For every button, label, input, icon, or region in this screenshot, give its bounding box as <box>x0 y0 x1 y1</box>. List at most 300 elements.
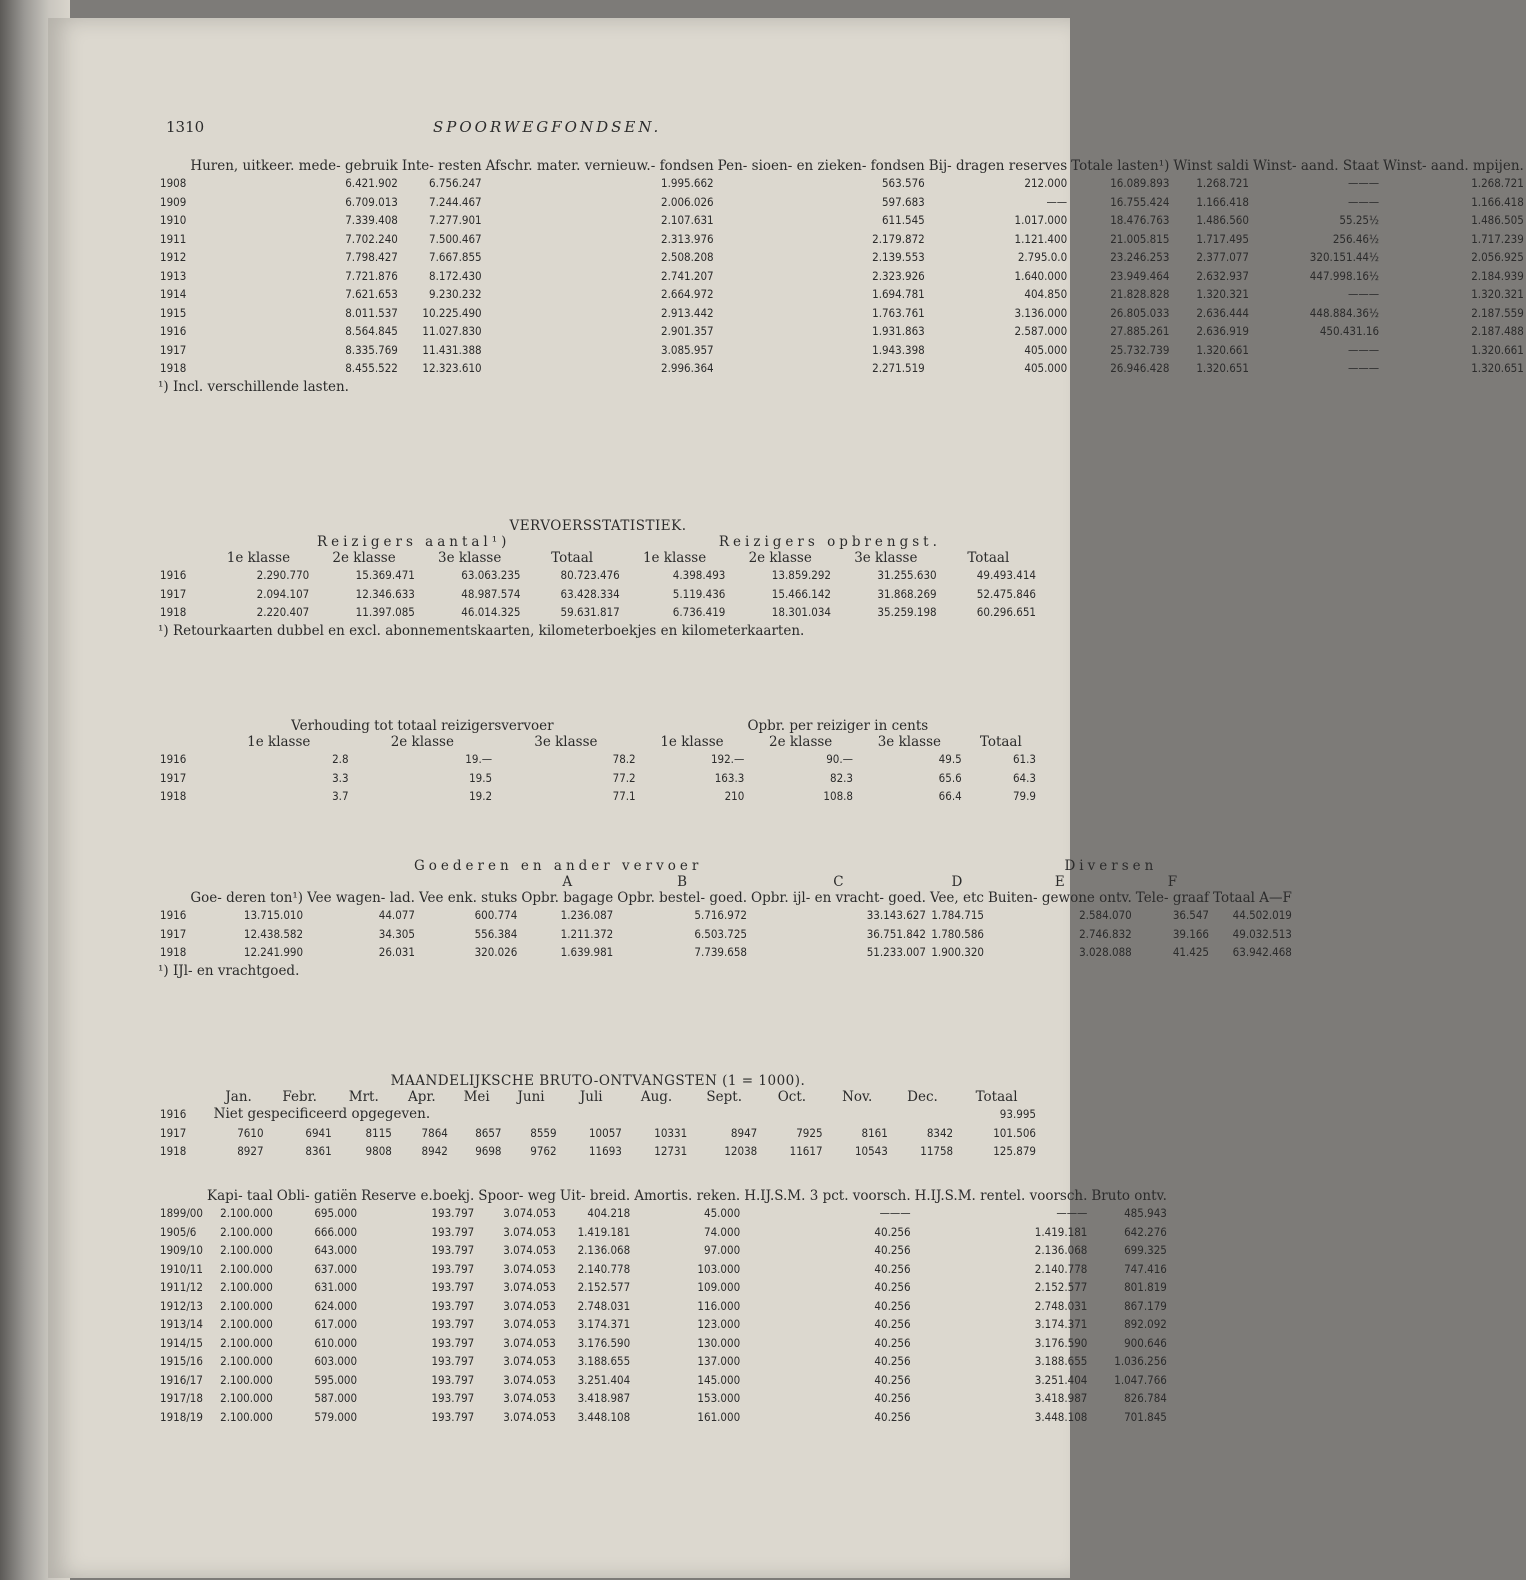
table-row <box>158 603 1038 622</box>
value-cell: 8.172.430 <box>429 268 482 283</box>
value-cell: 33.143.627 <box>866 908 926 922</box>
value-cell: 6.421.902 <box>345 176 398 190</box>
column-header: Vee, etc <box>929 890 984 906</box>
value-cell: 21.828.828 <box>1110 287 1170 301</box>
column-header: Spoor- weg <box>478 1188 556 1204</box>
value-cell: 2.136.068 <box>1034 1243 1088 1257</box>
value-cell: 8657 <box>475 1125 502 1140</box>
value-cell: 450.431.16 <box>1319 324 1380 338</box>
value-cell: 405.000 <box>1024 361 1068 375</box>
table-row <box>158 1352 1169 1371</box>
value-cell: 1.268.721 <box>1196 176 1249 190</box>
value-cell: 2.100.000 <box>220 1335 273 1350</box>
value-cell: 31.255.630 <box>877 568 937 582</box>
value-cell: 12731 <box>654 1144 688 1158</box>
value-cell: 3.174.371 <box>1034 1317 1088 1331</box>
value-cell: 2.100.000 <box>220 1224 273 1239</box>
value-cell: 6.709.013 <box>345 194 398 209</box>
value-cell: 16.089.893 <box>1110 176 1170 190</box>
value-cell: 125.879 <box>993 1144 1036 1158</box>
table-row <box>158 1204 1169 1223</box>
value-cell: 642.276 <box>1124 1224 1167 1239</box>
column-header: Juni <box>517 1089 545 1105</box>
value-cell: 595.000 <box>314 1372 358 1387</box>
column-header: 3e klasse <box>877 734 941 750</box>
value-cell: 3.074.053 <box>503 1280 556 1294</box>
value-cell: 3.251.404 <box>1034 1372 1088 1387</box>
column-header: Winst- aand. mpijen. <box>1383 158 1524 174</box>
value-cell: 2.996.364 <box>661 361 714 375</box>
value-cell: 31.868.269 <box>877 586 937 601</box>
table-row <box>158 943 1294 962</box>
value-cell: 1.780.586 <box>931 926 984 941</box>
column-header: Mei <box>463 1089 490 1105</box>
value-cell: 3.251.404 <box>577 1372 631 1387</box>
value-cell: 563.576 <box>881 176 925 190</box>
running-title: SPOORWEGFONDSEN. <box>433 118 662 136</box>
value-cell: 603.000 <box>314 1354 358 1368</box>
table-row <box>158 267 1526 286</box>
value-cell: 3.028.088 <box>1079 945 1132 959</box>
value-cell: 6941 <box>305 1125 332 1140</box>
year-cell: 1918 <box>160 1144 187 1158</box>
year-cell: 1916 <box>160 752 187 766</box>
value-cell: 51.233.007 <box>866 945 926 959</box>
value-cell: 55.25½ <box>1339 213 1380 227</box>
value-cell: 2.100.000 <box>220 1243 273 1257</box>
table-row <box>158 359 1526 378</box>
column-header <box>158 890 188 906</box>
year-cell: 1911 <box>160 231 187 246</box>
vervoer-group-opbrengst: Reizigers opbrengst. <box>718 534 941 550</box>
vervoer-section <box>158 518 1038 640</box>
value-cell: 2.636.444 <box>1196 305 1249 320</box>
column-header: Jan. <box>225 1089 252 1105</box>
value-cell: 892.092 <box>1124 1317 1167 1331</box>
year-cell: 1912 <box>160 250 187 264</box>
value-cell: 7.702.240 <box>345 231 398 246</box>
value-cell: 2.179.872 <box>872 231 925 246</box>
value-cell: 40.256 <box>874 1261 911 1276</box>
value-cell: 39.166 <box>1172 926 1210 941</box>
value-cell: 59.631.817 <box>560 605 620 619</box>
verhouding-group-a: Verhouding tot totaal reizigersvervoer <box>291 718 554 734</box>
value-cell: 52.475.846 <box>976 586 1036 601</box>
column-header: Obli- gatiën <box>276 1188 358 1204</box>
year-cell: 1905/6 <box>160 1224 197 1239</box>
column-header <box>158 550 206 566</box>
value-cell: 40.256 <box>874 1243 911 1257</box>
value-cell: 801.819 <box>1124 1280 1167 1294</box>
value-cell: 699.325 <box>1124 1243 1167 1257</box>
fondsen-footnote: ¹) Incl. verschillende lasten. <box>158 378 349 395</box>
value-cell: 1.900.320 <box>931 945 984 959</box>
value-cell: 3.074.053 <box>503 1335 556 1350</box>
column-header: Totaal <box>967 550 1010 566</box>
table-row <box>158 322 1526 341</box>
value-cell: 77.1 <box>612 789 636 803</box>
value-cell: 7.721.876 <box>345 268 398 283</box>
value-cell: 2.100.000 <box>220 1372 273 1387</box>
value-cell: 7864 <box>421 1125 448 1140</box>
value-cell: 7.798.427 <box>345 250 398 264</box>
year-cell: 1918 <box>160 605 187 619</box>
spacer-cell <box>305 874 417 890</box>
value-cell: 97.000 <box>703 1243 741 1257</box>
value-cell: 3.448.108 <box>1034 1409 1088 1424</box>
value-cell: 35.259.198 <box>877 605 937 619</box>
value-cell: 193.797 <box>431 1243 475 1257</box>
table-row <box>158 1371 1169 1390</box>
goederen-group-a: Goederen en ander vervoer <box>413 858 703 874</box>
value-cell: 21.005.815 <box>1110 231 1170 246</box>
value-cell: 1.784.715 <box>931 908 984 922</box>
year-cell: 1916 <box>160 324 187 338</box>
value-cell: 7.500.467 <box>429 231 482 246</box>
column-header: Opbr. bagage <box>521 890 614 906</box>
year-cell: 1917 <box>160 586 187 601</box>
value-cell: 1.320.661 <box>1196 342 1249 357</box>
column-header: Juli <box>579 1089 603 1105</box>
value-cell: 212.000 <box>1024 176 1068 190</box>
spacer-cell <box>188 874 305 890</box>
value-cell: 27.885.261 <box>1110 324 1170 338</box>
value-cell: 2.748.031 <box>577 1298 631 1313</box>
vervoer-footnote: ¹) Retourkaarten dubbel en excl. abonnementskaarten, kilometerboekjes en kilometerkaarten. <box>158 622 805 639</box>
value-cell: 193.797 <box>431 1354 475 1368</box>
value-cell: 900.646 <box>1124 1335 1167 1350</box>
column-header: Bij- dragen reserves <box>928 158 1068 174</box>
table-row <box>158 1334 1169 1353</box>
year-cell: 1916 <box>160 1107 187 1121</box>
column-header: 3e klasse <box>534 734 598 750</box>
value-cell: 2.587.000 <box>1014 324 1068 338</box>
value-cell: 2.187.488 <box>1471 324 1524 338</box>
table-row <box>158 341 1526 360</box>
value-cell: 2.140.778 <box>577 1261 631 1276</box>
vervoer-title: VERVOERSSTATISTIEK. <box>509 518 687 534</box>
value-cell: 193.797 <box>431 1280 475 1294</box>
column-header: Totaal A—F <box>1213 890 1292 906</box>
book-page <box>48 18 1524 1578</box>
value-cell: 80.723.476 <box>560 568 620 582</box>
column-header: Vee wagen- lad. <box>307 890 415 906</box>
year-cell: 1916 <box>160 568 187 582</box>
verhouding-group-b: Opbr. per reiziger in cents <box>747 718 929 734</box>
fondsen-table <box>158 158 1526 378</box>
column-header: Totaal <box>551 550 594 566</box>
value-cell: 7.339.408 <box>345 213 398 227</box>
value-cell: 25.732.739 <box>1110 342 1170 357</box>
value-cell: 74.000 <box>703 1224 741 1239</box>
value-cell: 2.152.577 <box>577 1280 631 1294</box>
value-cell: 3.074.053 <box>503 1243 556 1257</box>
year-cell: 1917 <box>160 770 187 785</box>
value-cell: 320.151.44½ <box>1309 250 1380 264</box>
value-cell: 624.000 <box>314 1298 358 1313</box>
table-row <box>158 1315 1169 1334</box>
value-cell: 1.166.418 <box>1196 194 1249 209</box>
value-cell: 600.774 <box>474 908 518 922</box>
column-header: Reserve e.boekj. <box>361 1188 475 1204</box>
value-cell: 12.438.582 <box>243 926 304 941</box>
verhouding-table <box>158 718 1038 806</box>
value-cell: 23.949.464 <box>1110 268 1170 283</box>
value-cell: 49.493.414 <box>976 568 1036 582</box>
column-header: Winst- aand. Staat <box>1252 158 1380 174</box>
column-header: Amortis. reken. <box>634 1188 741 1204</box>
goederen-footnote: ¹) IJl- en vrachtgoed. <box>158 962 300 979</box>
value-cell: 8161 <box>861 1125 888 1140</box>
column-header: Totaal <box>979 734 1022 750</box>
kapitaal-table <box>158 1188 1169 1426</box>
value-cell: 1.211.372 <box>560 926 614 941</box>
table-row <box>158 174 1526 193</box>
column-header <box>158 1188 205 1204</box>
value-cell: 36.547 <box>1172 908 1210 922</box>
year-cell: 1913 <box>160 268 187 283</box>
value-cell: 63.063.235 <box>461 568 521 582</box>
kapitaal-section <box>158 1188 1167 1426</box>
value-cell: 12038 <box>724 1144 758 1158</box>
value-cell: 6.736.419 <box>672 605 726 619</box>
value-cell: 1.419.181 <box>1034 1224 1088 1239</box>
column-header: 1e klasse <box>660 734 724 750</box>
table-row <box>158 211 1526 230</box>
value-cell: 210 <box>724 789 745 803</box>
value-cell: 1.717.239 <box>1471 231 1524 246</box>
spacer-cell <box>417 874 519 890</box>
value-cell: 3.3 <box>332 770 349 785</box>
value-cell: 44.502.019 <box>1232 908 1292 922</box>
value-cell: 1.017.000 <box>1014 213 1068 227</box>
value-cell: 2.187.559 <box>1471 305 1524 320</box>
value-cell: 4.398.493 <box>672 568 726 582</box>
year-cell: 1917 <box>160 926 187 941</box>
value-cell: 617.000 <box>314 1317 358 1331</box>
value-cell: 66.4 <box>938 789 962 803</box>
value-cell: 1.694.781 <box>872 287 925 301</box>
year-cell: 1909 <box>160 194 187 209</box>
value-cell: 1.166.418 <box>1471 194 1524 209</box>
table-row <box>158 285 1526 304</box>
value-cell: ——— <box>1348 361 1380 375</box>
value-cell: 130.000 <box>697 1335 741 1350</box>
value-cell: 3.074.053 <box>503 1317 556 1331</box>
value-cell: 163.3 <box>714 770 745 785</box>
column-header: Dec. <box>907 1089 938 1105</box>
value-cell: 48.987.574 <box>461 586 521 601</box>
column-header: Mrt. <box>348 1089 379 1105</box>
fondsen-section <box>158 158 1524 396</box>
total-cell: 93.995 <box>999 1107 1036 1121</box>
value-cell: 1.320.661 <box>1471 342 1524 357</box>
value-cell: 3.176.590 <box>577 1335 631 1350</box>
value-cell: 3.7 <box>332 789 349 803</box>
value-cell: 1.639.981 <box>560 945 614 959</box>
value-cell: 11758 <box>920 1144 954 1158</box>
value-cell: 2.584.070 <box>1079 908 1132 922</box>
maand-section <box>158 1073 1038 1161</box>
value-cell: 10331 <box>654 1125 688 1140</box>
year-cell: 1914 <box>160 287 187 301</box>
value-cell: 78.2 <box>612 752 636 766</box>
value-cell: 2.741.207 <box>661 268 714 283</box>
column-header: Nov. <box>842 1089 873 1105</box>
value-cell: 405.000 <box>1024 342 1068 357</box>
table-row <box>158 304 1526 323</box>
value-cell: 64.3 <box>1012 770 1036 785</box>
value-cell: 3.176.590 <box>1034 1335 1088 1350</box>
value-cell: 2.508.208 <box>661 250 714 264</box>
value-cell: 447.998.16½ <box>1309 268 1380 283</box>
value-cell: 2.136.068 <box>577 1243 631 1257</box>
value-cell: 867.179 <box>1124 1298 1167 1313</box>
goederen-group-b: Diversen <box>1064 858 1158 874</box>
value-cell: 1.943.398 <box>872 342 925 357</box>
column-header: 1e klasse <box>226 550 291 566</box>
value-cell: 13.859.292 <box>771 568 832 582</box>
column-header: 2e klasse <box>748 550 812 566</box>
value-cell: 26.946.428 <box>1110 361 1170 375</box>
year-cell: 1917/18 <box>160 1391 203 1405</box>
value-cell: 320.026 <box>474 945 518 959</box>
value-cell: 2.8 <box>332 752 349 766</box>
value-cell: 2.220.407 <box>256 605 310 619</box>
value-cell: 45.000 <box>703 1206 741 1220</box>
value-cell: 11.027.830 <box>422 324 482 338</box>
column-header: Vee enk. stuks <box>418 890 518 906</box>
year-cell: 1918 <box>160 789 187 803</box>
value-cell: 2.006.026 <box>661 194 714 209</box>
value-cell: 404.218 <box>587 1206 631 1220</box>
value-cell: 18.301.034 <box>771 605 832 619</box>
table-row <box>158 585 1038 604</box>
value-cell: 26.031 <box>378 945 415 959</box>
value-cell: 3.074.053 <box>503 1354 556 1368</box>
year-cell: 1915/16 <box>160 1354 203 1368</box>
column-header <box>158 734 207 750</box>
value-cell: 12.241.990 <box>243 945 304 959</box>
year-cell: 1910/11 <box>160 1261 203 1276</box>
column-header: Opbr. bestel- goed. <box>617 890 748 906</box>
value-cell: 40.256 <box>874 1298 911 1313</box>
value-cell: 10.225.490 <box>422 305 482 320</box>
value-cell: 193.797 <box>431 1261 475 1276</box>
column-header: Tele- graaf <box>1135 890 1210 906</box>
value-cell: 82.3 <box>829 770 854 785</box>
value-cell: 41.425 <box>1172 945 1210 959</box>
value-cell: 2.748.031 <box>1034 1298 1088 1313</box>
column-header: 3e klasse <box>854 550 918 566</box>
value-cell: 15.369.471 <box>355 568 415 582</box>
year-cell: 1916/17 <box>160 1372 203 1387</box>
value-cell: 23.246.253 <box>1110 250 1170 264</box>
year-cell: 1915 <box>160 305 187 320</box>
value-cell: 2.901.357 <box>661 324 714 338</box>
value-cell: 7.244.467 <box>429 194 482 209</box>
column-header: H.IJ.S.M. rentel. voorsch. <box>914 1188 1088 1204</box>
value-cell: 1.419.181 <box>577 1224 631 1239</box>
value-cell: 193.797 <box>431 1372 475 1387</box>
column-header: 3e klasse <box>438 550 502 566</box>
column-header: Pen- sioen- en zieken- fondsen <box>717 158 925 174</box>
value-cell: 108.8 <box>823 789 854 803</box>
value-cell: 19.2 <box>469 789 493 803</box>
value-cell: 40.256 <box>874 1224 911 1239</box>
table-row <box>158 1124 1038 1143</box>
value-cell: 3.074.053 <box>503 1224 556 1239</box>
column-header: Opbr. ijl- en vracht- goed. <box>751 890 926 906</box>
value-cell: 3.448.108 <box>577 1409 631 1424</box>
value-cell: 40.256 <box>874 1409 911 1424</box>
value-cell: 3.136.000 <box>1014 305 1068 320</box>
value-cell: 15.466.142 <box>771 586 832 601</box>
column-header: Afschr. mater. vernieuw.- fondsen <box>485 158 714 174</box>
value-cell: 579.000 <box>314 1409 358 1424</box>
value-cell: 631.000 <box>314 1280 358 1294</box>
table-row <box>158 1142 1038 1161</box>
value-cell: 16.755.424 <box>1110 194 1170 209</box>
column-letter: B <box>677 874 688 890</box>
column-header: Huren, uitkeer. mede- gebruik <box>190 158 398 174</box>
value-cell: 695.000 <box>314 1206 358 1220</box>
value-cell: 2.139.553 <box>872 250 925 264</box>
value-cell: 193.797 <box>431 1206 475 1220</box>
value-cell: 3.418.987 <box>1034 1391 1088 1405</box>
table-row <box>158 1297 1169 1316</box>
column-header: Winst saldi <box>1173 158 1249 174</box>
column-header <box>158 158 188 174</box>
value-cell: 8927 <box>237 1144 264 1158</box>
value-cell: 3.074.053 <box>503 1391 556 1405</box>
goederen-section <box>158 858 1292 980</box>
value-cell: 3.074.053 <box>503 1298 556 1313</box>
value-cell: 1.763.761 <box>872 305 925 320</box>
table-row <box>158 248 1526 267</box>
value-cell: 7.277.901 <box>429 213 482 227</box>
value-cell: 2.664.972 <box>661 287 714 301</box>
value-cell: ——— <box>1348 194 1380 209</box>
value-cell: 2.323.926 <box>872 268 925 283</box>
value-cell: 1.931.863 <box>872 324 925 338</box>
column-header: 2e klasse <box>390 734 454 750</box>
value-cell: 3.174.371 <box>577 1317 631 1331</box>
value-cell: 109.000 <box>697 1280 741 1294</box>
year-cell: 1918/19 <box>160 1409 203 1424</box>
value-cell: 193.797 <box>431 1335 475 1350</box>
value-cell: 7925 <box>796 1125 823 1140</box>
column-header: 1e klasse <box>642 550 707 566</box>
value-cell: 7610 <box>237 1125 264 1140</box>
value-cell: 8.011.537 <box>345 305 398 320</box>
column-header: Kapi- taal <box>206 1188 273 1204</box>
value-cell: 666.000 <box>314 1224 358 1239</box>
value-cell: 2.632.937 <box>1196 268 1249 283</box>
value-cell: 1.486.505 <box>1471 213 1524 227</box>
value-cell: 6.503.725 <box>694 926 748 941</box>
column-letter: E <box>1054 874 1065 890</box>
value-cell: 2.100.000 <box>220 1280 273 1294</box>
column-header: 2e klasse <box>769 734 833 750</box>
value-cell: 1.268.721 <box>1471 176 1524 190</box>
column-letter: A <box>562 874 573 890</box>
value-cell: 597.683 <box>881 194 925 209</box>
year-cell: 1912/13 <box>160 1298 203 1313</box>
value-cell: 7.621.653 <box>345 287 398 301</box>
value-cell: 192.— <box>710 752 745 766</box>
value-cell: 1.320.321 <box>1471 287 1524 301</box>
